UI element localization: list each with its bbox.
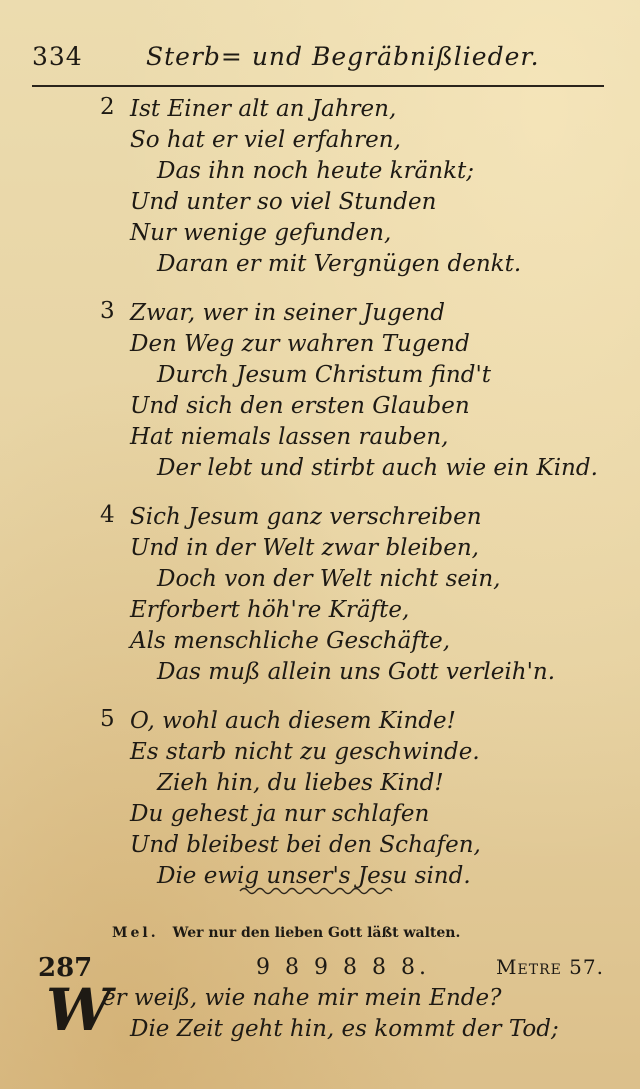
verse-line: Und in der Welt zwar bleiben,	[130, 535, 479, 561]
meter-label: Metre 57.	[496, 955, 604, 979]
verse-line: Ist Einer alt an Jahren,	[130, 96, 397, 122]
verse-line: er weiß, wie nahe mir mein Ende?	[102, 985, 502, 1011]
melody-tune: Wer nur den lieben Gott läßt walten.	[172, 925, 461, 941]
verse-line: Daran er mit Vergnügen denkt.	[157, 251, 522, 277]
verse-line: Es starb nicht zu geschwinde.	[130, 739, 480, 765]
stanza-3	[0, 298, 640, 484]
stanza-4	[0, 502, 640, 688]
header-rule	[32, 85, 604, 87]
stanza-number: 5	[100, 706, 115, 732]
verse-line: Und bleibest bei den Schafen,	[130, 832, 481, 858]
verse-line: Durch Jesum Christum find't	[157, 362, 492, 388]
wavy-ornament	[238, 884, 398, 898]
verse-line: Die Zeit geht hin, es kommt der Tod;	[130, 1016, 559, 1042]
stanza-number: 4	[100, 502, 115, 528]
verse-line: Doch von der Welt nicht sein,	[157, 566, 501, 592]
stanza-number: 2	[100, 94, 115, 120]
verses	[0, 94, 640, 910]
verse-line: Zwar, wer in seiner Jugend	[130, 300, 445, 326]
verse-line: Und unter so viel Stunden	[130, 189, 437, 215]
melody-label: Mel.	[112, 925, 159, 941]
running-head: Sterb= und Begräbnißlieder.	[146, 42, 540, 71]
verse-line: Erforbert höh're Kräfte,	[130, 597, 410, 623]
melody-line	[112, 925, 532, 941]
stanza-5	[0, 706, 640, 892]
verse-line: O, wohl auch diesem Kinde!	[130, 708, 456, 734]
verse-line: Als menschliche Geschäfte,	[130, 628, 451, 654]
verse-line: Nur wenige gefunden,	[130, 220, 392, 246]
drop-cap: W	[46, 976, 112, 1044]
verse-line: Die ewig unser's Jesu sind.	[157, 863, 471, 889]
verse-line: Der lebt und stirbt auch wie ein Kind.	[157, 455, 598, 481]
verse-line: Du gehest ja nur schlafen	[130, 801, 430, 827]
verse-line: Sich Jesum ganz verschreiben	[130, 504, 482, 530]
verse-line: Zieh hin, du liebes Kind!	[157, 770, 444, 796]
verse-line: Das ihn noch heute kränkt;	[157, 158, 475, 184]
stanza-2	[0, 94, 640, 280]
verse-line: Den Weg zur wahren Tugend	[130, 331, 470, 357]
verse-line: Und sich den ersten Glauben	[130, 393, 470, 419]
page-number: 334	[32, 42, 83, 71]
meter-digits: 9 8 9 8 8 8.	[256, 955, 430, 980]
hymn-heading	[38, 953, 604, 983]
verse-line: So hat er viel erfahren,	[130, 127, 401, 153]
hymn-opening	[46, 976, 606, 1045]
hymn-number: 287	[38, 953, 93, 983]
stanza-number: 3	[100, 298, 115, 324]
verse-line: Das muß allein uns Gott verleih'n.	[157, 659, 556, 685]
verse-line: Hat niemals lassen rauben,	[130, 424, 449, 450]
page-header	[32, 42, 602, 82]
